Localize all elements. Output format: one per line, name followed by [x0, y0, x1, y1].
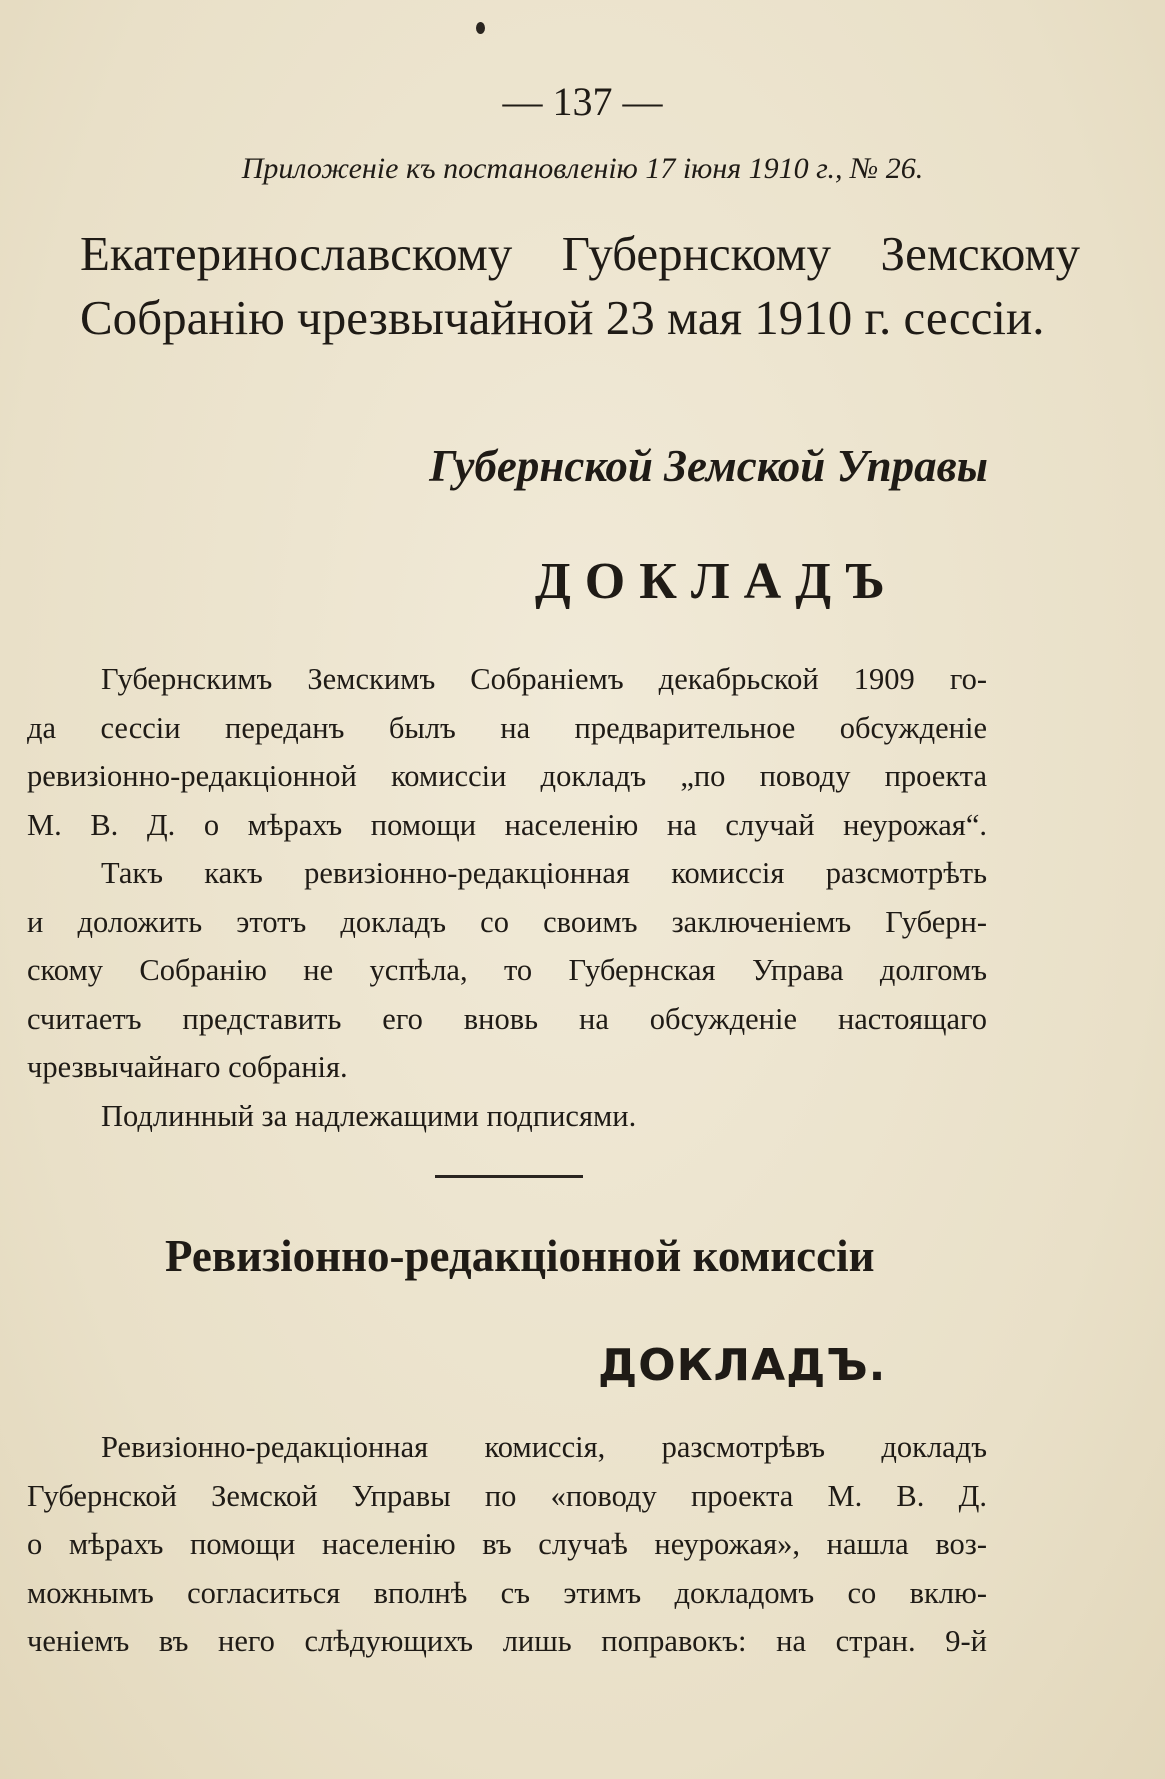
- section-divider: [435, 1175, 583, 1178]
- organization-line: Губернской Земской Управы: [429, 441, 988, 491]
- report-title: ДОКЛАДЪ: [535, 553, 899, 610]
- heading-line-2: Собранiю чрезвычайной 23 мая 1910 г. сессiи.: [80, 290, 1045, 345]
- paragraph-3-line: о мѣрахъ помощи населенiю въ случаѣ неурожая», нашла воз-: [27, 1527, 987, 1561]
- paragraph-3-line: Губернской Земской Управы по «поводу проекта М. В. Д.: [27, 1478, 987, 1513]
- paragraph-3: [27, 1423, 987, 1666]
- ink-dot: [476, 22, 485, 34]
- signature-note: Подлинный за надлежащими подписями.: [101, 1098, 637, 1133]
- paragraph-2-line: и доложить этотъ докладъ со своимъ заключенiемъ Губерн-: [27, 904, 987, 939]
- paragraph-2-line: считаетъ представить его вновь на обсужденiе настоящаго: [27, 1001, 987, 1036]
- report-title-2: ДОКЛАДЪ.: [598, 1340, 887, 1391]
- paragraph-2-line: чрезвычайнаго собранiя.: [27, 1050, 348, 1084]
- appendix-note: Приложенiе къ постановленiю 17 iюня 1910 г., № 26.: [241, 152, 924, 185]
- paragraph-1-line: да сессiи переданъ былъ на предварительное обсужденiе: [27, 710, 987, 745]
- paragraph-2-line: скому Собранiю не успѣла, то Губернская Управа долгомъ: [27, 953, 987, 987]
- paragraph-1-line: Губернскимъ Земскимъ Собранiемъ декабрьской 1909 го-: [101, 662, 987, 696]
- heading-line-1: Екатеринославскому Губернскому Земскому: [80, 226, 1080, 281]
- page-number: — 137 —: [502, 79, 663, 124]
- paragraph-1: [27, 655, 987, 1140]
- paragraph-1-line: ревизiонно-редакцiонной комиссiи докладъ „по поводу проекта: [27, 759, 987, 793]
- paragraph-2-line: Такъ какъ ревизiонно-редакцiонная комиссiя разсмотрѣть: [101, 856, 987, 890]
- document-heading: [80, 222, 1080, 350]
- paragraph-3-line: ченiемъ въ него слѣдующихъ лишь поправокъ: на стран. 9-й: [27, 1624, 987, 1658]
- paragraph-3-line: можнымъ согласиться вполнѣ съ этимъ докладомъ со вклю-: [27, 1575, 987, 1610]
- section-title: Ревизiонно-редакцiонной комиссiи: [165, 1231, 875, 1281]
- paragraph-3-line: Ревизiонно-редакцiонная комиссiя, разсмотрѣвъ докладъ: [101, 1430, 987, 1464]
- paragraph-1-line: М. В. Д. о мѣрахъ помощи населенiю на случай неурожая“.: [27, 807, 987, 842]
